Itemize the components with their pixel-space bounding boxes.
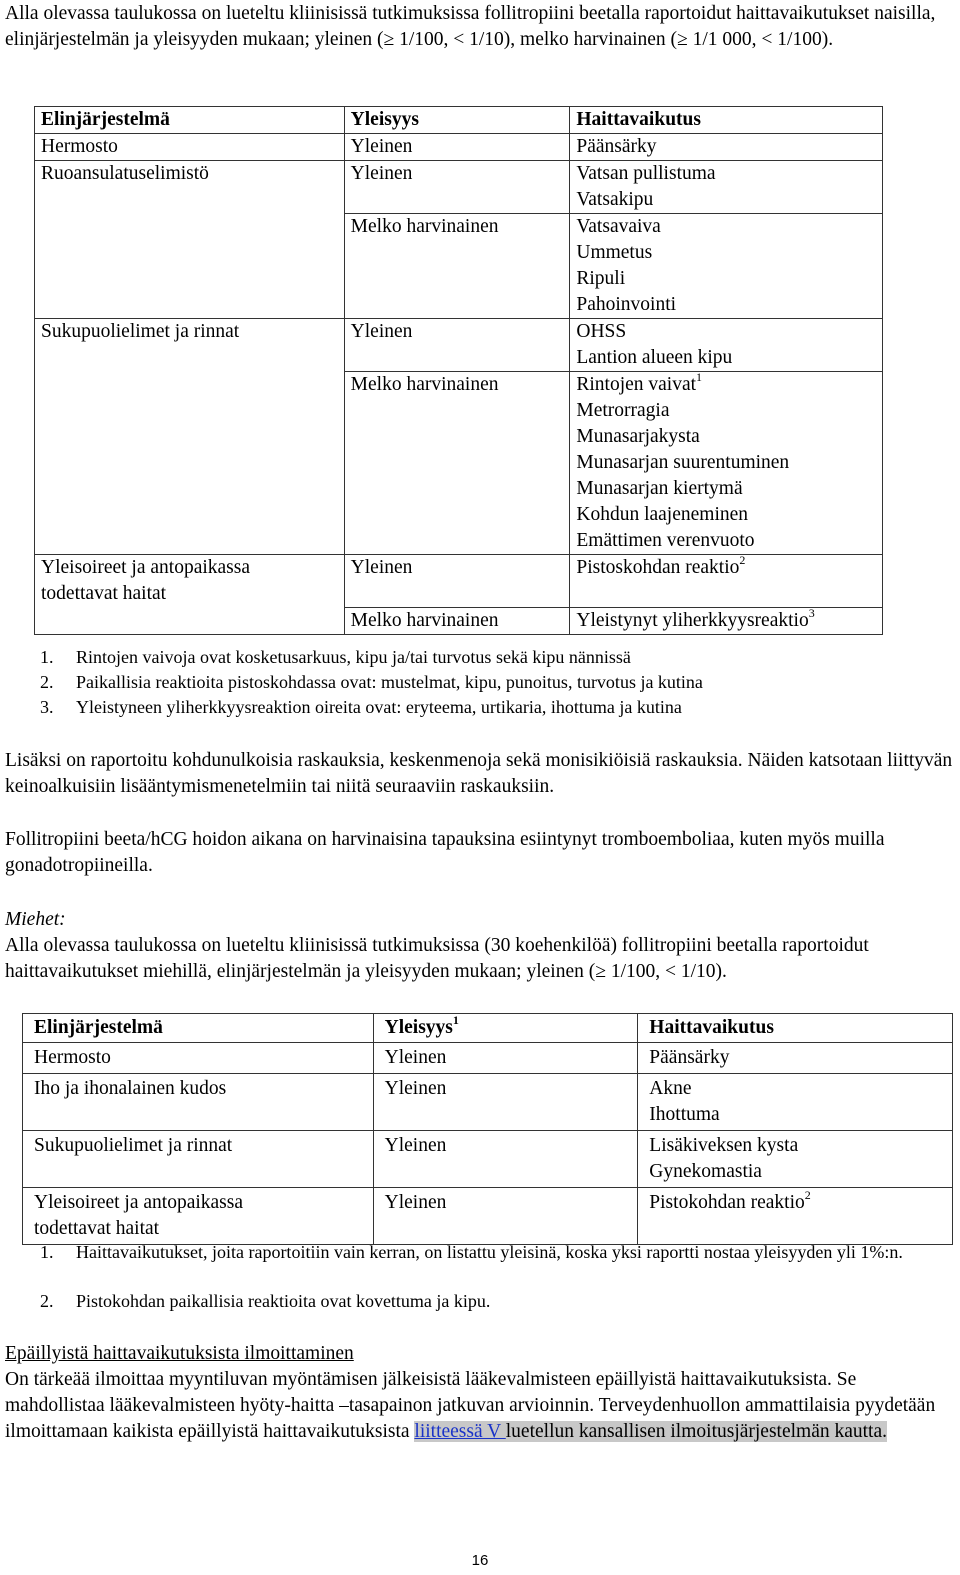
system-cell: Sukupuolielimet ja rinnat bbox=[23, 1131, 374, 1188]
system-cell: Yleisoireet ja antopaikassa todettavat haitat bbox=[23, 1188, 374, 1245]
reporting-heading: Epäillyistä haittavaikutuksista ilmoittaminen bbox=[5, 1343, 354, 1364]
effect-item: Rintojen vaivat$^1$ bbox=[576, 369, 703, 395]
frequency-cell: Melko harvinainen bbox=[344, 608, 570, 635]
effect-cell bbox=[638, 1074, 953, 1131]
table-header-row bbox=[23, 1014, 953, 1043]
footnote-2: 2. Paikallisia reaktioita pistoskohdassa ovat: mustelmat, kipu, punoitus, turvotus ja kutina bbox=[40, 672, 703, 692]
table-header-row bbox=[35, 107, 883, 134]
col-header-frequency: Yleisyys$^1$ bbox=[373, 1014, 638, 1043]
effect-cell bbox=[638, 1131, 953, 1188]
effect-item: Ummetus bbox=[576, 242, 653, 263]
effect-cell bbox=[570, 214, 883, 319]
effect-cell bbox=[570, 161, 883, 214]
table-row bbox=[23, 1188, 953, 1245]
effect-item: Vatsavaiva bbox=[576, 216, 661, 237]
thromboembolism-paragraph: Follitropiini beeta/hCG hoidon aikana on harvinaisina tapauksina esiintynyt tromboemboliaa, kuten myös muilla gonadotropiineilla. bbox=[5, 829, 885, 876]
system-cell: Yleisoireet ja antopaikassa todettavat haitat bbox=[35, 555, 345, 635]
table-row bbox=[35, 161, 883, 214]
effect-item: Ripuli bbox=[576, 268, 626, 289]
col-header-system: Elinjärjestelmä bbox=[35, 107, 345, 134]
system-cell: Hermosto bbox=[23, 1043, 374, 1074]
frequency-cell: Yleinen bbox=[344, 319, 570, 372]
system-cell: Hermosto bbox=[35, 134, 345, 161]
effect-cell: Yleistynyt yliherkkyysreaktio$^3$ bbox=[570, 608, 883, 635]
effect-item: Lantion alueen kipu bbox=[576, 347, 733, 368]
effect-cell: Pistoskohdan reaktio$^2$ bbox=[570, 555, 883, 608]
reporting-link-highlight: liitteessä V luetellun kansallisen ilmoitusjärjestelmän kautta. bbox=[414, 1421, 888, 1442]
effect-item: Vatsakipu bbox=[576, 189, 654, 210]
effect-item: Kohdun laajeneminen bbox=[576, 504, 749, 525]
frequency-cell: Yleinen bbox=[373, 1131, 638, 1188]
women-adverse-effects-table bbox=[34, 106, 883, 635]
effect-cell bbox=[570, 369, 883, 555]
effect-cell bbox=[570, 319, 883, 372]
frequency-cell: Yleinen bbox=[344, 134, 570, 161]
effect-item: Metrorragia bbox=[576, 400, 670, 421]
effect-item: Gynekomastia bbox=[649, 1161, 762, 1182]
footnote-ref: 2 bbox=[739, 552, 746, 567]
effect-item: Munasarjan suurentuminen bbox=[576, 452, 790, 473]
ectopic-paragraph: Lisäksi on raportoitu kohdunulkoisia raskauksia, keskenmenoja sekä monisikiöisiä raskauksia. Näiden katsotaan liittyvän keinoalkuisiin lisääntymismenetelmiin tai niitä seuraaviin raskauksiin. bbox=[5, 750, 953, 797]
footnote-ref: 1 bbox=[452, 1012, 459, 1027]
system-cell: Ruoansulatuselimistö bbox=[35, 161, 345, 319]
table-row bbox=[35, 555, 883, 608]
table-row bbox=[35, 319, 883, 372]
frequency-cell: Yleinen bbox=[373, 1043, 638, 1074]
table-row bbox=[23, 1074, 953, 1131]
col-header-effect: Haittavaikutus bbox=[638, 1014, 953, 1043]
effect-cell: Päänsärky bbox=[570, 134, 883, 161]
frequency-cell: Melko harvinainen bbox=[344, 214, 570, 319]
frequency-cell: Melko harvinainen bbox=[344, 372, 570, 555]
frequency-cell: Yleinen bbox=[373, 1188, 638, 1245]
footnote-1: 1. Rintojen vaivoja ovat kosketusarkuus, kipu ja/tai turvotus sekä kipu nännissä bbox=[40, 647, 631, 667]
effect-item: Akne bbox=[649, 1078, 692, 1099]
table-row bbox=[23, 1131, 953, 1188]
footnote-3: 3. Yleistyneen yliherkkyysreaktion oireita ovat: eryteema, urtikaria, ihottuma ja kutina bbox=[40, 697, 682, 717]
frequency-cell: Yleinen bbox=[373, 1074, 638, 1131]
men-footnote-2: 2. Pistokohdan paikallisia reaktioita ovat kovettuma ja kipu. bbox=[40, 1291, 491, 1311]
effect-item: Pahoinvointi bbox=[576, 294, 677, 315]
men-intro-paragraph: Alla olevassa taulukossa on lueteltu kliinisissä tutkimuksissa (30 koehenkilöä) follitropiini beetalla raportoidut haittavaikutukset miehillä, elinjärjestelmän ja yleisyyden mukaan; yleinen (≥ 1/100, < 1/10). bbox=[5, 935, 869, 982]
page-number: 16 bbox=[471, 1552, 489, 1569]
annex-v-link[interactable]: liitteessä V bbox=[414, 1421, 506, 1442]
effect-item: Emättimen verenvuoto bbox=[576, 530, 755, 551]
col-header-effect: Haittavaikutus bbox=[570, 107, 883, 134]
system-cell: Iho ja ihonalainen kudos bbox=[23, 1074, 374, 1131]
frequency-cell: Yleinen bbox=[344, 161, 570, 214]
system-cell: Sukupuolielimet ja rinnat bbox=[35, 319, 345, 555]
men-heading: Miehet: bbox=[5, 909, 66, 930]
col-header-system: Elinjärjestelmä bbox=[23, 1014, 374, 1043]
effect-cell: Pistokohdan reaktio$^2$ bbox=[638, 1188, 953, 1245]
reporting-paragraph: On tärkeää ilmoittaa myyntiluvan myöntämisen jälkeisistä lääkevalmisteen epäillyistä haittavaikutuksista. Se mahdollistaa lääkevalmisteen hyöty-haitta –tasapainon jatkuvan arvioinnin. Terveydenhuollon ammattilaisia pyydetään ilmoittamaan kaikista epäillyistä haittavaikutuksista liitteessä V luetellun kansallisen ilmoitusjärjestelmän kautta. bbox=[5, 1369, 936, 1442]
col-header-frequency: Yleisyys bbox=[344, 107, 570, 134]
intro-paragraph: Alla olevassa taulukossa on lueteltu kliinisissä tutkimuksissa follitropiini beetalla raportoidut haittavaikutukset naisilla, elinjärjestelmän ja yleisyyden mukaan; yleinen (≥ 1/100, < 1/10), melko harvinainen (≥ 1/1 000, < 1/100). bbox=[5, 3, 936, 50]
table-row bbox=[23, 1043, 953, 1074]
frequency-cell: Yleinen bbox=[344, 555, 570, 608]
effect-cell: Päänsärky bbox=[638, 1043, 953, 1074]
effect-item: Vatsan pullistuma bbox=[576, 163, 716, 184]
table-row bbox=[35, 134, 883, 161]
footnote-ref: 1 bbox=[696, 369, 703, 384]
footnote-ref: 3 bbox=[808, 605, 815, 620]
effect-item: OHSS bbox=[576, 321, 627, 342]
men-footnote-1: 1. Haittavaikutukset, joita raportoitiin vain kerran, on listattu yleisinä, koska yksi raportti nostaa yleisyyden yli 1%:n. bbox=[40, 1242, 903, 1262]
effect-item: Ihottuma bbox=[649, 1104, 720, 1125]
effect-item: Lisäkiveksen kysta bbox=[649, 1135, 799, 1156]
footnote-ref: 2 bbox=[804, 1187, 811, 1202]
men-adverse-effects-table bbox=[22, 1013, 953, 1245]
effect-item: Munasarjan kiertymä bbox=[576, 478, 743, 499]
effect-item: Munasarjakysta bbox=[576, 426, 700, 447]
